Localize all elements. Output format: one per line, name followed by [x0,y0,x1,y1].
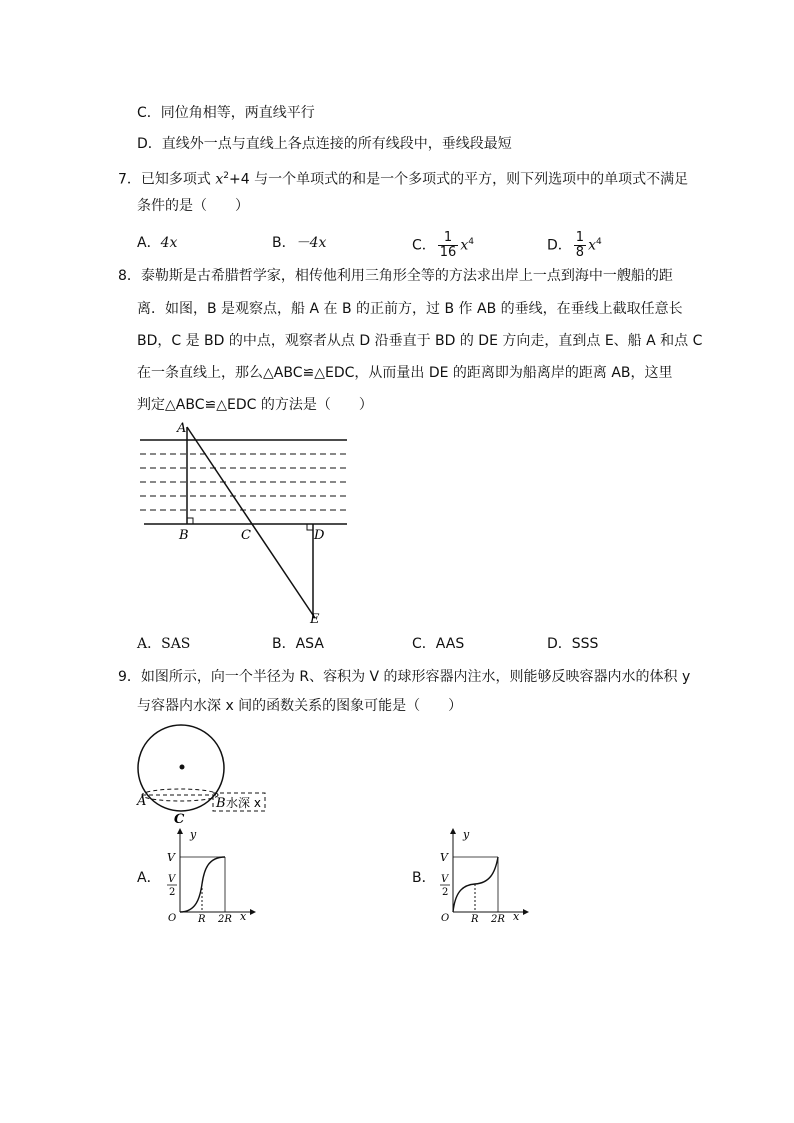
q7-option-c: C． $\frac{1}{16}$ $x^4$ [412,230,474,261]
graph-a [158,828,258,923]
q8-option-d: D．SSS [547,636,599,652]
fraction-1-16: $\frac{1}{16}$ [439,230,457,261]
graph-a-halfv-den: 2 [169,887,176,898]
q7-option-a: A．4x [137,235,178,251]
graph-a-halfv-num: V [168,874,176,885]
q8-option-b: B．ASA [272,636,324,652]
graph-a-curve [180,857,225,912]
q8-option-a: A．SAS [137,636,191,652]
graph-b-x-label: x [513,910,520,923]
graph-a-label: A． [137,870,161,886]
graph-b-halfv-den: 2 [442,887,449,898]
graph-a-origin: O [168,913,177,923]
q6-option-c: C．同位角相等，两直线平行 [137,105,315,121]
thales-figure [137,418,352,628]
graph-b-v-label: V [440,851,448,864]
label-b: B [179,528,189,543]
right-angle-b [187,518,193,524]
q9-stem-line1: 9．如图所示，向一个半径为 R、容积为 V 的球形容器内注水，则能够反映容器内水的体积 y [118,669,691,685]
q8-option-c: C．AAS [412,636,465,652]
graph-a-r-label: R [198,914,206,923]
label-a: A [137,794,147,809]
label-c: C [241,528,251,543]
graph-b-r-label: R [471,914,479,923]
q7-stem-line1: 7．已知多项式 $x^2+4$ 与一个单项式的和是一个多项式的平方，则下列选项中的单项式不满足 [118,171,689,188]
q8-stem-line1: 8．泰勒斯是古希腊哲学家，相传他利用三角形全等的方法求出岸上一点到海中一艘船的距 [118,268,673,284]
q7-option-d: D． $\frac{1}{8}$ $x^4$ [547,230,602,261]
label-b: B [216,796,226,811]
graph-b-y-arrow [450,828,456,834]
graph-a-y-label: y [190,828,197,841]
graph-a-x-label: x [240,910,247,923]
q7-option-b: B．－4x [272,235,327,251]
segment-ae [187,427,315,618]
depth-label: 水深 x [226,796,261,810]
graph-a-y-arrow [177,828,183,834]
label-e: E [310,612,320,627]
q8-stem-line4: 在一条直线上，那么△ABC≌△EDC，从而量出 DE 的距离即为船离岸的距离 AB，这里 [137,365,673,381]
q8-stem-line5: 判定△ABC≌△EDC 的方法是（ ） [137,397,373,413]
label-a: A [177,421,187,436]
right-angle-d [307,524,313,530]
graph-b-y-label: y [463,828,470,841]
fraction-1-8: $\frac{1}{8}$ [575,230,585,261]
q9-stem-line2: 与容器内水深 x 间的函数关系的图象可能是（ ） [137,698,463,714]
graph-b-curve [453,857,498,912]
graph-a-v-label: V [167,851,175,864]
q8-stem-line3: BD，C 是 BD 的中点，观察者从点 D 沿垂直于 BD 的 DE 方向走，直到点 E、船 A 和点 C [137,333,703,349]
label-c: C [174,812,185,827]
sphere-center-dot [180,765,185,770]
graph-b-x-arrow [523,909,529,915]
q8-stem-line2: 离．如图，B 是观察点，船 A 在 B 的正前方，过 B 作 AB 的垂线，在垂线上截取任意长 [137,301,683,317]
q6-option-d: D．直线外一点与直线上各点连接的所有线段中，垂线段最短 [137,136,512,152]
graph-a-2r-label: 2R [218,914,232,923]
graph-b-2r-label: 2R [491,914,505,923]
sphere-container-figure [133,722,273,827]
graph-b-label: B． [412,870,436,886]
graph-b [431,828,531,923]
q7-stem-line2: 条件的是（ ） [137,198,249,214]
graph-b-halfv-num: V [441,874,449,885]
graph-a-x-arrow [250,909,256,915]
label-d: D [314,528,325,543]
graph-b-origin: O [441,913,450,923]
